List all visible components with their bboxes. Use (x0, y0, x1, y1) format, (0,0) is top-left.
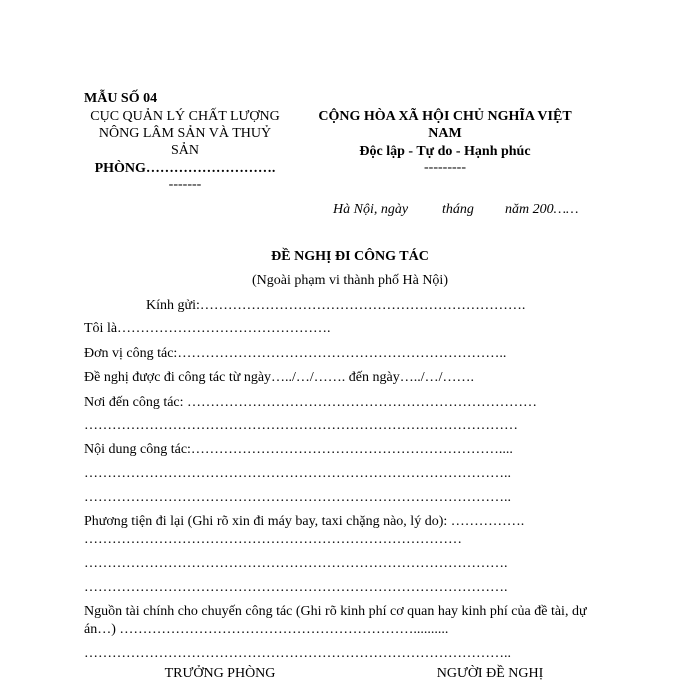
department-line: PHÒNG………………………. (94, 161, 276, 176)
transport-continuation-1: ……………………………………………………………………… (84, 532, 462, 547)
funding-line-2: án…) ……………………………………………………….......... (84, 622, 449, 637)
org-name-line-2: NÔNG LÂM SẢN VÀ THUỶ (98, 126, 272, 141)
destination-line: Nơi đến công tác: ………………………………………………………………… (84, 395, 538, 410)
destination-continuation: ………………………………………………………………………………… (84, 418, 518, 433)
org-name-line-3: SẢN (170, 143, 199, 158)
content-continuation-1: ……………………………………………………………………………….. (84, 466, 511, 481)
transport-continuation-2: ………………………………………………………………………………. (84, 556, 508, 571)
transport-line: Phương tiện đi lại (Ghi rõ xin đi máy bay, taxi chặng nào, lý do): ……………. (84, 514, 525, 529)
funding-line-1: Nguồn tài chính cho chuyến công tác (Ghi rõ kinh phí cơ quan hay kinh phí của đề tài, dự (84, 604, 587, 619)
country-name-line-2: NAM (428, 126, 462, 141)
date-month: tháng (442, 202, 474, 217)
content-line: Nội dung công tác:………………………………………………………….... (84, 442, 513, 457)
content-continuation-2: ……………………………………………………………………………….. (84, 490, 511, 505)
funding-continuation: ……………………………………………………………………………….. (84, 646, 511, 661)
document-subtitle: (Ngoài phạm vi thành phố Hà Nội) (252, 273, 448, 288)
country-name-line-1: CỘNG HÒA XÃ HỘI CHỦ NGHĨA VIỆT (318, 109, 572, 124)
signature-head-of-department: TRƯỞNG PHÒNG (164, 666, 276, 681)
unit-line: Đơn vị công tác:…………………………………………………………….. (84, 346, 507, 361)
right-header-dash: --------- (424, 160, 466, 175)
recipient-line: Kính gửi:……………………………………………………………. (146, 298, 526, 313)
name-line: Tôi là………………………………………. (84, 321, 331, 336)
signature-requester: NGƯỜI ĐỀ NGHỊ (436, 666, 544, 681)
date-place: Hà Nội, ngày (333, 202, 409, 217)
motto: Độc lập - Tự do - Hạnh phúc (359, 144, 531, 159)
transport-continuation-3: ………………………………………………………………………………. (84, 580, 508, 595)
document-title: ĐỀ NGHỊ ĐI CÔNG TÁC (271, 249, 429, 264)
form-number: MẪU SỐ 04 (84, 91, 158, 106)
left-header-dash: ------- (168, 177, 202, 192)
date-year: năm 200…… (505, 202, 579, 217)
org-name-line-1: CỤC QUẢN LÝ CHẤT LƯỢNG (90, 109, 280, 124)
period-line: Đề nghị được đi công tác từ ngày…../…/……. đến ngày…../…/……. (84, 370, 475, 385)
